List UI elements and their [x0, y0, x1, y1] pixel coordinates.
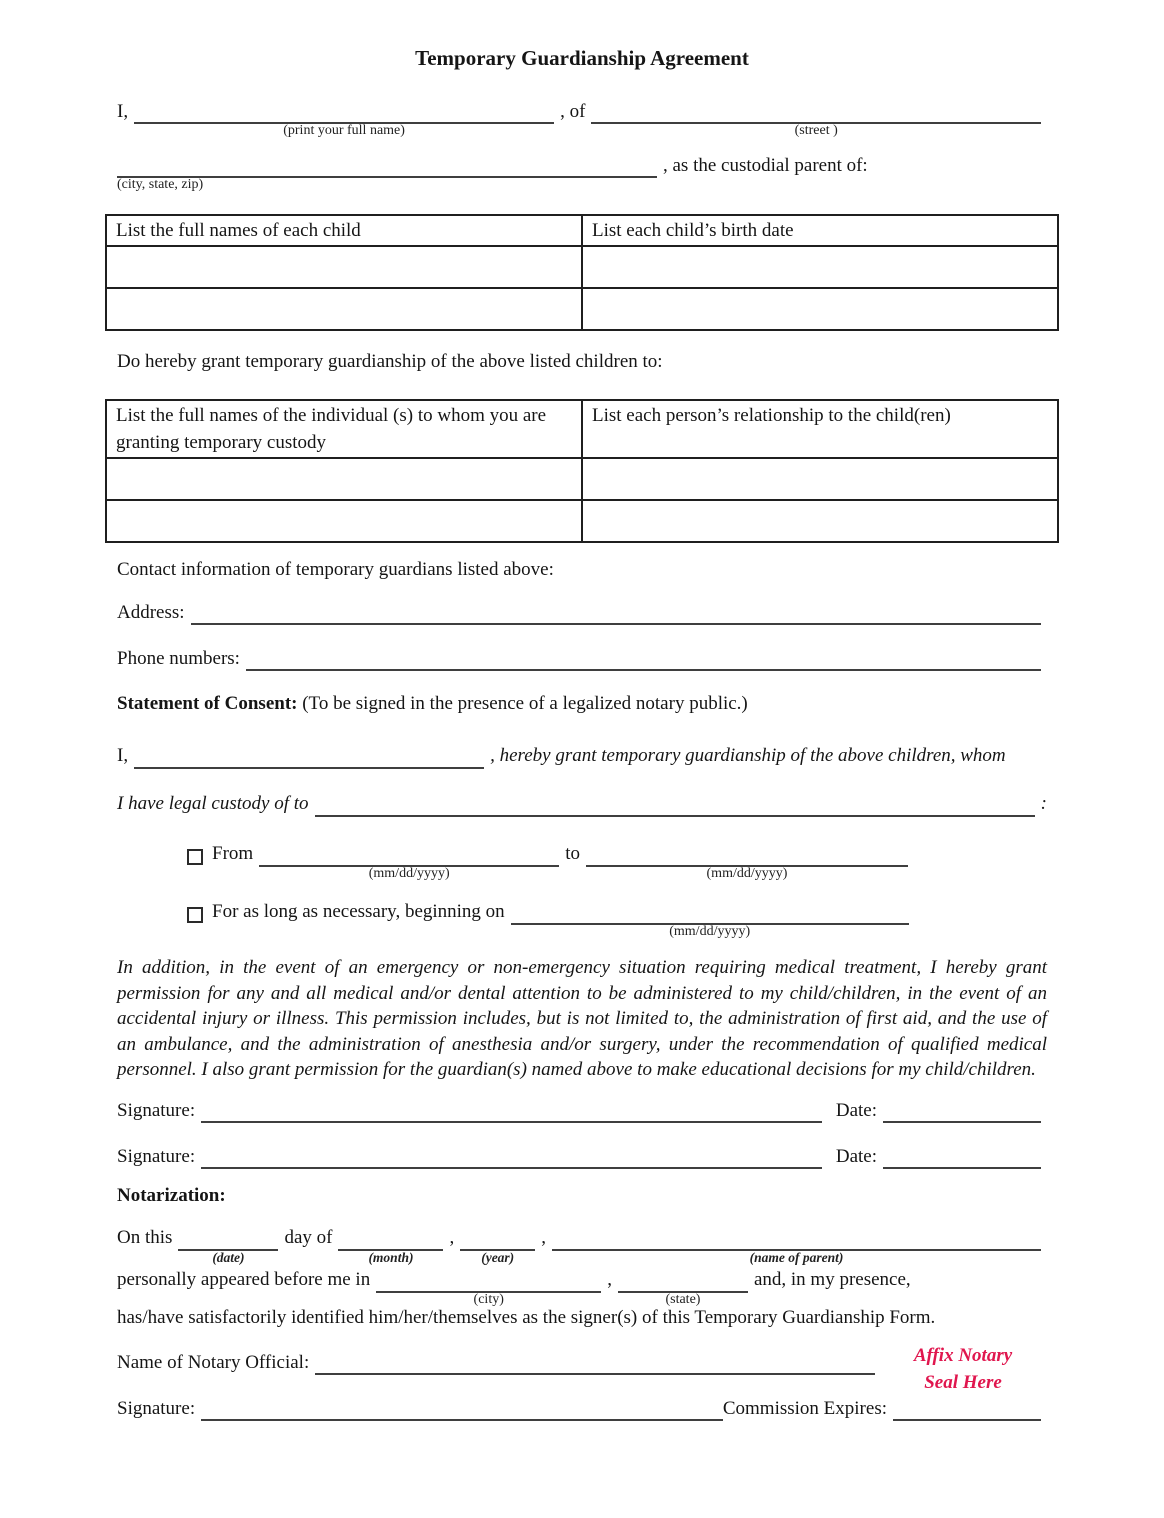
- signature-row-2: [117, 1145, 1047, 1169]
- guardian-relationship-cell[interactable]: [582, 458, 1058, 500]
- state-hint: (state): [665, 1291, 701, 1307]
- guardian-relationship-cell[interactable]: [582, 500, 1058, 542]
- address-label: Address:: [117, 602, 185, 623]
- seal-note-line-2: Seal Here: [924, 1372, 1002, 1393]
- intro-line-1: [117, 100, 1047, 138]
- children-table: [105, 214, 1059, 331]
- consent-heading: [117, 693, 1047, 717]
- appeared-prefix: personally appeared before me in: [117, 1268, 371, 1290]
- full-name-field[interactable]: [134, 102, 554, 138]
- street-field[interactable]: [591, 102, 1041, 138]
- date-label: Date:: [835, 1145, 877, 1167]
- commission-expires-field[interactable]: [893, 1399, 1041, 1421]
- from-date-format-hint: (mm/dd/yyyy): [368, 866, 450, 881]
- to-date-field[interactable]: [586, 845, 908, 881]
- beginning-date-field[interactable]: [511, 903, 909, 939]
- phone-label: Phone numbers:: [117, 648, 240, 669]
- guardian-name-cell[interactable]: [106, 500, 582, 542]
- page-title: Temporary Guardianship Agreement: [415, 46, 749, 70]
- intro-line-2: [117, 154, 1047, 192]
- table-row: [106, 500, 1058, 542]
- parent-name-field[interactable]: [552, 1229, 1041, 1265]
- table-row: [106, 288, 1058, 330]
- notary-name-field[interactable]: [315, 1353, 875, 1375]
- from-to-checkbox[interactable]: [187, 849, 203, 865]
- street-hint: (street ): [794, 123, 838, 138]
- child-birthdate-cell[interactable]: [582, 246, 1058, 288]
- identified-statement: has/have satisfactorily identified him/her/themselves as the signer(s) of this Temporary Guardianship Form.: [117, 1306, 936, 1328]
- children-name-header: List the full names of each child: [106, 215, 582, 246]
- of-connector: , of: [560, 101, 586, 122]
- address-row: [117, 601, 1047, 625]
- consenting-parent-name-field[interactable]: [134, 747, 484, 769]
- notarization-line-2: [117, 1267, 1047, 1307]
- guardians-table: [105, 399, 1059, 543]
- phone-field[interactable]: [246, 649, 1041, 671]
- consent-line-2: [117, 791, 1047, 817]
- guardian-name-header: List the full names of the individual (s) to whom you are granting temporary custody: [106, 400, 582, 458]
- medical-permission-paragraph: In addition, in the event of an emergency or non-emergency situation requiring medical treatment, I hereby grant permission for any and all medical and/or dental attention to be administered to my child/children, in the event of an accidental injury or illness. This permission includes, but is not limited to, the administration of first aid, and the use of an ambulance, and the administration of anesthesia and/or surgery, under the recommendation of qualified medical personnel. I also grant permission for the guardian(s) named above to make educational decisions for my child/children.: [117, 957, 1047, 1080]
- child-name-cell[interactable]: [106, 288, 582, 330]
- parent-signature-field-2[interactable]: [201, 1147, 822, 1169]
- notary-date-field[interactable]: [178, 1229, 278, 1265]
- i-prefix: I,: [117, 101, 129, 122]
- notary-signature-field[interactable]: [201, 1399, 723, 1421]
- beginning-date-format-hint: (mm/dd/yyyy): [669, 924, 751, 939]
- contact-heading: Contact information of temporary guardians listed above:: [117, 559, 554, 580]
- consent-heading-bold: Statement of Consent:: [117, 693, 298, 714]
- signature-date-field-1[interactable]: [883, 1101, 1041, 1123]
- signature-label: Signature:: [117, 1099, 196, 1121]
- to-label: to: [565, 843, 580, 864]
- notary-city-field[interactable]: [376, 1271, 601, 1307]
- guardian-name-cell[interactable]: [106, 458, 582, 500]
- children-table-header-row: [106, 215, 1058, 246]
- comma: ,: [541, 1226, 546, 1248]
- day-of-label: day of: [284, 1226, 333, 1248]
- guardians-table-header-row: [106, 400, 1058, 458]
- consent-heading-rest: (To be signed in the presence of a legalized notary public.): [302, 693, 748, 714]
- notary-name-label: Name of Notary Official:: [117, 1351, 310, 1373]
- table-row: [106, 246, 1058, 288]
- signature-label: Signature:: [117, 1145, 196, 1167]
- child-name-cell[interactable]: [106, 246, 582, 288]
- comma: ,: [607, 1268, 612, 1290]
- custody-grantee-field[interactable]: [315, 795, 1035, 817]
- to-date-format-hint: (mm/dd/yyyy): [706, 866, 788, 881]
- commission-expires-label: Commission Expires:: [722, 1397, 887, 1419]
- comma: ,: [449, 1226, 455, 1248]
- on-this-label: On this: [117, 1226, 173, 1248]
- year-hint: (year): [481, 1249, 515, 1265]
- guardian-relationship-header: List each person’s relationship to the child(ren): [582, 400, 1058, 458]
- notary-signature-row: [117, 1397, 1047, 1421]
- from-date-field[interactable]: [259, 845, 559, 881]
- city-state-zip-field[interactable]: [117, 156, 657, 192]
- month-hint: (month): [368, 1249, 414, 1265]
- consent-line1-text: , hereby grant temporary guardianship of the above children, whom: [490, 745, 1006, 766]
- notarization-line-1: [117, 1225, 1047, 1265]
- notary-year-field[interactable]: [460, 1229, 535, 1265]
- from-label: From: [212, 843, 254, 864]
- address-field[interactable]: [191, 603, 1041, 625]
- grant-statement: Do hereby grant temporary guardianship of the above listed children to:: [117, 351, 663, 372]
- phone-row: [117, 647, 1047, 671]
- city-state-zip-hint: (city, state, zip): [117, 177, 204, 192]
- signature-row-1: [117, 1099, 1047, 1123]
- signature-label: Signature:: [117, 1397, 196, 1419]
- as-long-as-necessary-label: For as long as necessary, beginning on: [212, 901, 505, 922]
- consent-line-1: [117, 743, 1047, 769]
- duration-open-ended-row: [187, 899, 1047, 939]
- child-birthdate-cell[interactable]: [582, 288, 1058, 330]
- name-of-parent-hint: (name of parent): [749, 1249, 844, 1265]
- consent-line2-text: I have legal custody of to: [117, 793, 309, 814]
- date-label: Date:: [835, 1099, 877, 1121]
- seal-note-line-1: Affix Notary: [913, 1345, 1013, 1366]
- notary-state-field[interactable]: [618, 1271, 748, 1307]
- city-hint: (city): [473, 1291, 504, 1307]
- table-row: [106, 458, 1058, 500]
- appeared-suffix: and, in my presence,: [753, 1268, 911, 1290]
- consent-i-prefix: I,: [117, 745, 129, 766]
- children-birthdate-header: List each child’s birth date: [582, 215, 1058, 246]
- affix-notary-seal-note: [904, 1342, 1022, 1396]
- parent-signature-field-1[interactable]: [201, 1101, 822, 1123]
- notary-month-field[interactable]: [338, 1229, 443, 1265]
- consent-line2-colon: :: [1040, 793, 1047, 814]
- duration-from-to-row: [187, 841, 1047, 881]
- as-long-as-necessary-checkbox[interactable]: [187, 907, 203, 923]
- custodial-suffix: , as the custodial parent of:: [663, 155, 868, 176]
- print-name-hint: (print your full name): [283, 123, 405, 138]
- date-hint: (date): [212, 1249, 245, 1265]
- notarization-heading: Notarization:: [117, 1184, 226, 1206]
- signature-date-field-2[interactable]: [883, 1147, 1041, 1169]
